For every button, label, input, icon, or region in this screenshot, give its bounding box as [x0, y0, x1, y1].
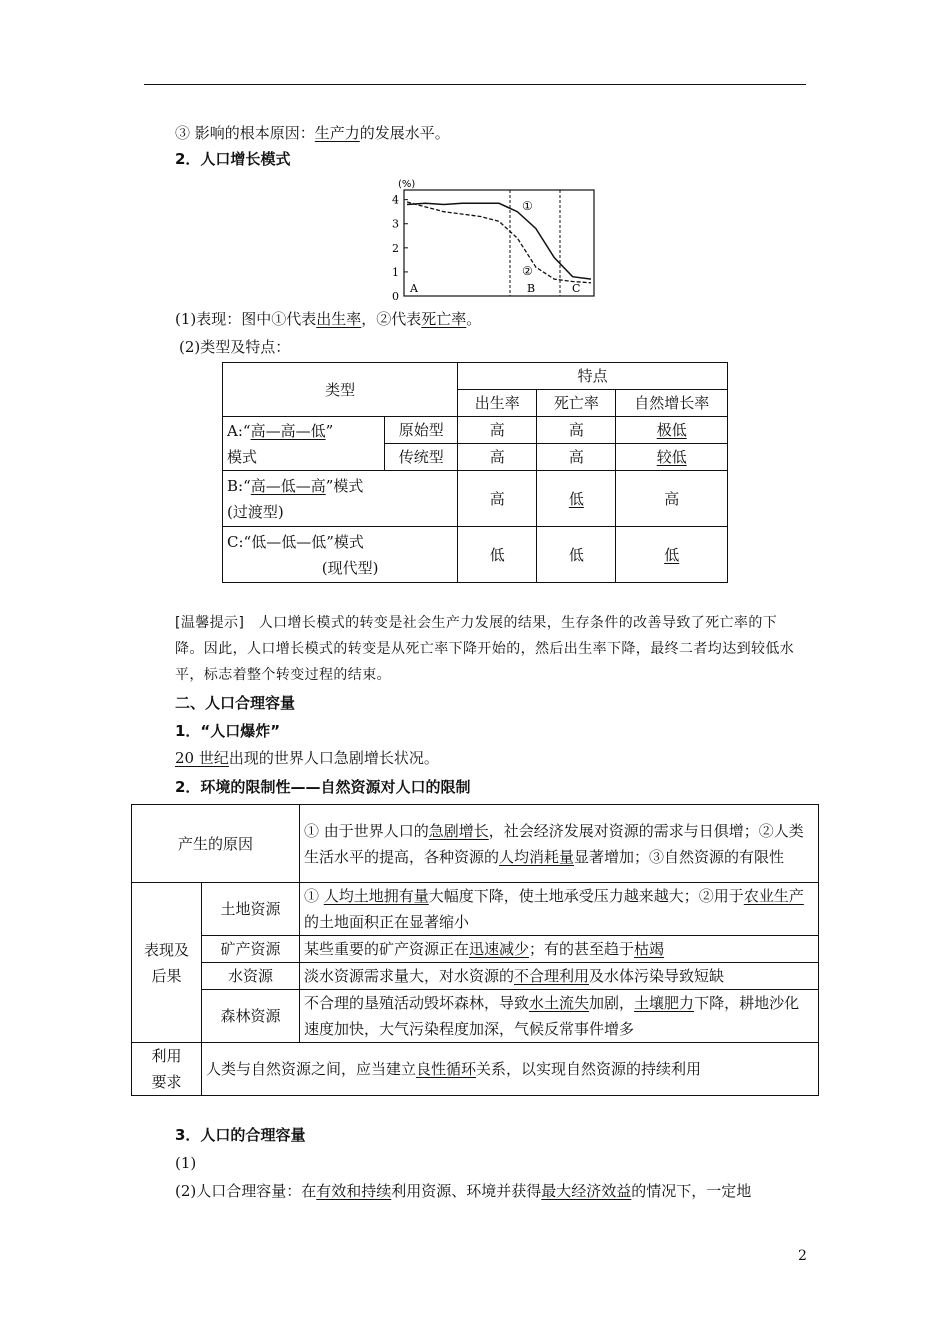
p1-text-2: ，②代表 — [361, 310, 422, 328]
forest-c: 下降，耕地沙化速度加快，大气污染程度加深，气候反常事件增多 — [304, 994, 800, 1038]
a1-natural-value: 极低 — [656, 421, 687, 439]
forest-b: 加剧， — [589, 994, 635, 1012]
water-b: 及水体污染导致短缺 — [589, 967, 725, 985]
chart-ylabel: (%) — [398, 179, 416, 190]
forest-label: 森林资源 — [202, 990, 300, 1043]
b-label-2: (过渡型) — [227, 502, 284, 521]
mineral-u2: 枯竭 — [634, 940, 665, 958]
cause-label: 产生的原因 — [132, 805, 300, 883]
header-birth: 出生率 — [458, 390, 537, 417]
header-death: 死亡率 — [537, 390, 616, 417]
model-c-label — [223, 527, 458, 583]
water-content — [300, 963, 819, 990]
b-natural: 高 — [616, 471, 728, 527]
b-death-value: 低 — [568, 489, 584, 508]
forest-content — [300, 990, 819, 1043]
a-pre: A:“ — [227, 421, 251, 440]
stage-label-a: A — [410, 282, 418, 295]
land-u1: 人均土地拥有量 — [323, 887, 429, 905]
c-natural-value: 低 — [664, 545, 680, 564]
s3-p2 — [175, 1180, 751, 1202]
use-content — [202, 1043, 819, 1096]
land-b: 大幅度下降，使土地承受压力越来越大；②用于 — [428, 887, 744, 905]
a2-subtype: 传统型 — [385, 444, 458, 471]
a-post: ” — [325, 421, 334, 440]
a2-natural — [616, 444, 728, 471]
b-birth: 高 — [458, 471, 537, 527]
b-death — [537, 471, 616, 527]
s3-p2-u1: 有效和持续 — [316, 1182, 392, 1200]
header-feature: 特点 — [458, 363, 728, 390]
s1-line — [175, 747, 439, 769]
a1-death: 高 — [537, 417, 616, 444]
b-post: ”模式 — [325, 476, 364, 495]
use-b: 关系，以实现自然资源的持续利用 — [476, 1060, 702, 1078]
mineral-u1: 迅速减少 — [469, 940, 530, 958]
c-label: C:“低—低—低”模式 — [227, 532, 364, 551]
item3-text-end: 的发展水平。 — [359, 124, 450, 142]
use-a: 人类与自然资源之间，应当建立 — [206, 1060, 417, 1078]
p1-death-rate: 死亡率 — [421, 310, 467, 328]
item3-line — [175, 122, 450, 144]
cause-content — [300, 805, 819, 883]
resource-table — [131, 804, 819, 1096]
y-tick-label: 4 — [392, 193, 399, 207]
s3-p2-c: 的情况下，一定地 — [631, 1182, 752, 1200]
p2-line: (2)类型及特点： — [179, 338, 291, 356]
a-label-2: 模式 — [227, 447, 258, 466]
mineral-content — [300, 936, 819, 963]
series-death-rate-line — [407, 202, 591, 283]
a2-birth: 高 — [458, 444, 537, 471]
cause-u1: 急剧增长 — [428, 821, 489, 840]
use-u: 良性循环 — [416, 1060, 477, 1078]
c-birth: 低 — [458, 527, 537, 583]
use-label — [132, 1043, 202, 1096]
model-a-label — [223, 417, 385, 471]
s3-p1: (1) — [175, 1154, 197, 1172]
c-label-2: (现代型) — [321, 558, 379, 577]
land-u2: 农业生产 — [743, 887, 804, 905]
effect-label — [132, 883, 202, 1043]
mineral-a: 某些重要的矿产资源正在 — [304, 940, 470, 958]
c-natural — [616, 527, 728, 583]
use-label-text: 利用要求 — [151, 1047, 182, 1091]
header-type: 类型 — [223, 363, 458, 417]
item3-text: ③ 影响的根本原因： — [175, 124, 315, 142]
cause-c: 显著增加；③自然资源的有限性 — [574, 847, 785, 866]
cause-u2: 人均消耗量 — [499, 847, 575, 866]
p1-birth-rate: 出生率 — [316, 310, 362, 328]
water-a: 淡水资源需求量大，对水资源的 — [304, 967, 515, 985]
population-growth-chart — [382, 174, 602, 300]
a1-birth: 高 — [458, 417, 537, 444]
a2-death: 高 — [537, 444, 616, 471]
header-natural: 自然增长率 — [616, 390, 728, 417]
a2-natural-value: 较低 — [656, 448, 687, 466]
series-2-label: ② — [522, 264, 533, 278]
a1-subtype: 原始型 — [385, 417, 458, 444]
cause-b: ，社会经济发展对资源的需求与日俱增；②人类生活水平的提高，各种资源的 — [304, 821, 804, 866]
water-u1: 不合理利用 — [514, 967, 590, 985]
cause-a: ① 由于世界人口的 — [304, 821, 429, 840]
s3-p2-u2: 最大经济效益 — [541, 1182, 632, 1200]
p1-text-3: 。 — [466, 310, 482, 328]
b-pre: B:“ — [227, 476, 251, 495]
s1-underlined: 20 世纪 — [175, 749, 229, 767]
c-death: 低 — [537, 527, 616, 583]
s3-p2-a: (2)人口合理容量：在 — [175, 1182, 317, 1200]
series-1-label: ① — [522, 199, 533, 213]
section-b-title: 二、人口合理容量 — [175, 694, 296, 712]
section-2-title: 2．人口增长模式 — [175, 150, 291, 168]
tip-text: 人口增长模式的转变是社会生产力发展的结果，生存条件的改善导致了死亡率的下降。因此，人口增长模式的转变是从死亡率下降开始的，然后出生率下降，最终二者均达到较低水平，标志着整个转变过程的结束。 — [175, 615, 795, 683]
effect-label-text: 表现及后果 — [143, 940, 189, 985]
s3-title: 3．人口的合理容量 — [175, 1126, 306, 1144]
forest-u2: 土壤肥力 — [634, 994, 695, 1012]
growth-model-table — [222, 362, 728, 583]
series-birth-rate-line — [407, 203, 591, 279]
mineral-label: 矿产资源 — [202, 936, 300, 963]
p1-text: (1)表现：图中①代表 — [175, 310, 317, 328]
p1-line — [175, 308, 481, 330]
a1-natural — [616, 417, 728, 444]
s3-p2-b: 利用资源、环境并获得 — [391, 1182, 542, 1200]
s1-text: 出现的世界人口急剧增长状况。 — [228, 749, 439, 767]
forest-a: 不合理的垦殖活动毁坏森林，导致 — [304, 994, 530, 1012]
stage-label-c: C — [572, 282, 581, 295]
mineral-b: ；有的甚至趋于 — [529, 940, 635, 958]
stage-label-b: B — [527, 282, 536, 295]
y-tick-label: 3 — [392, 217, 399, 231]
y-tick-label: 2 — [392, 241, 399, 255]
b-underlined: 高—低—高 — [250, 476, 326, 495]
y-tick-label: 1 — [392, 265, 399, 279]
water-label: 水资源 — [202, 963, 300, 990]
land-label: 土地资源 — [202, 883, 300, 936]
land-a: ① — [304, 887, 324, 905]
model-b-label — [223, 471, 458, 527]
s1-title: 1．“人口爆炸” — [175, 722, 281, 740]
page-number: 2 — [798, 1248, 807, 1264]
y-tick-label: 0 — [392, 290, 399, 300]
tip-paragraph — [175, 610, 805, 688]
tip-tag: [温馨提示] — [175, 615, 245, 631]
s2-title: 2．环境的限制性——自然资源对人口的限制 — [175, 778, 471, 796]
land-content — [300, 883, 819, 936]
header-rule — [144, 84, 806, 85]
a-underlined: 高—高—低 — [250, 421, 326, 440]
forest-u1: 水土流失 — [529, 994, 590, 1012]
land-c: 的土地面积正在显著缩小 — [304, 913, 470, 931]
item3-underlined: 生产力 — [314, 124, 360, 142]
